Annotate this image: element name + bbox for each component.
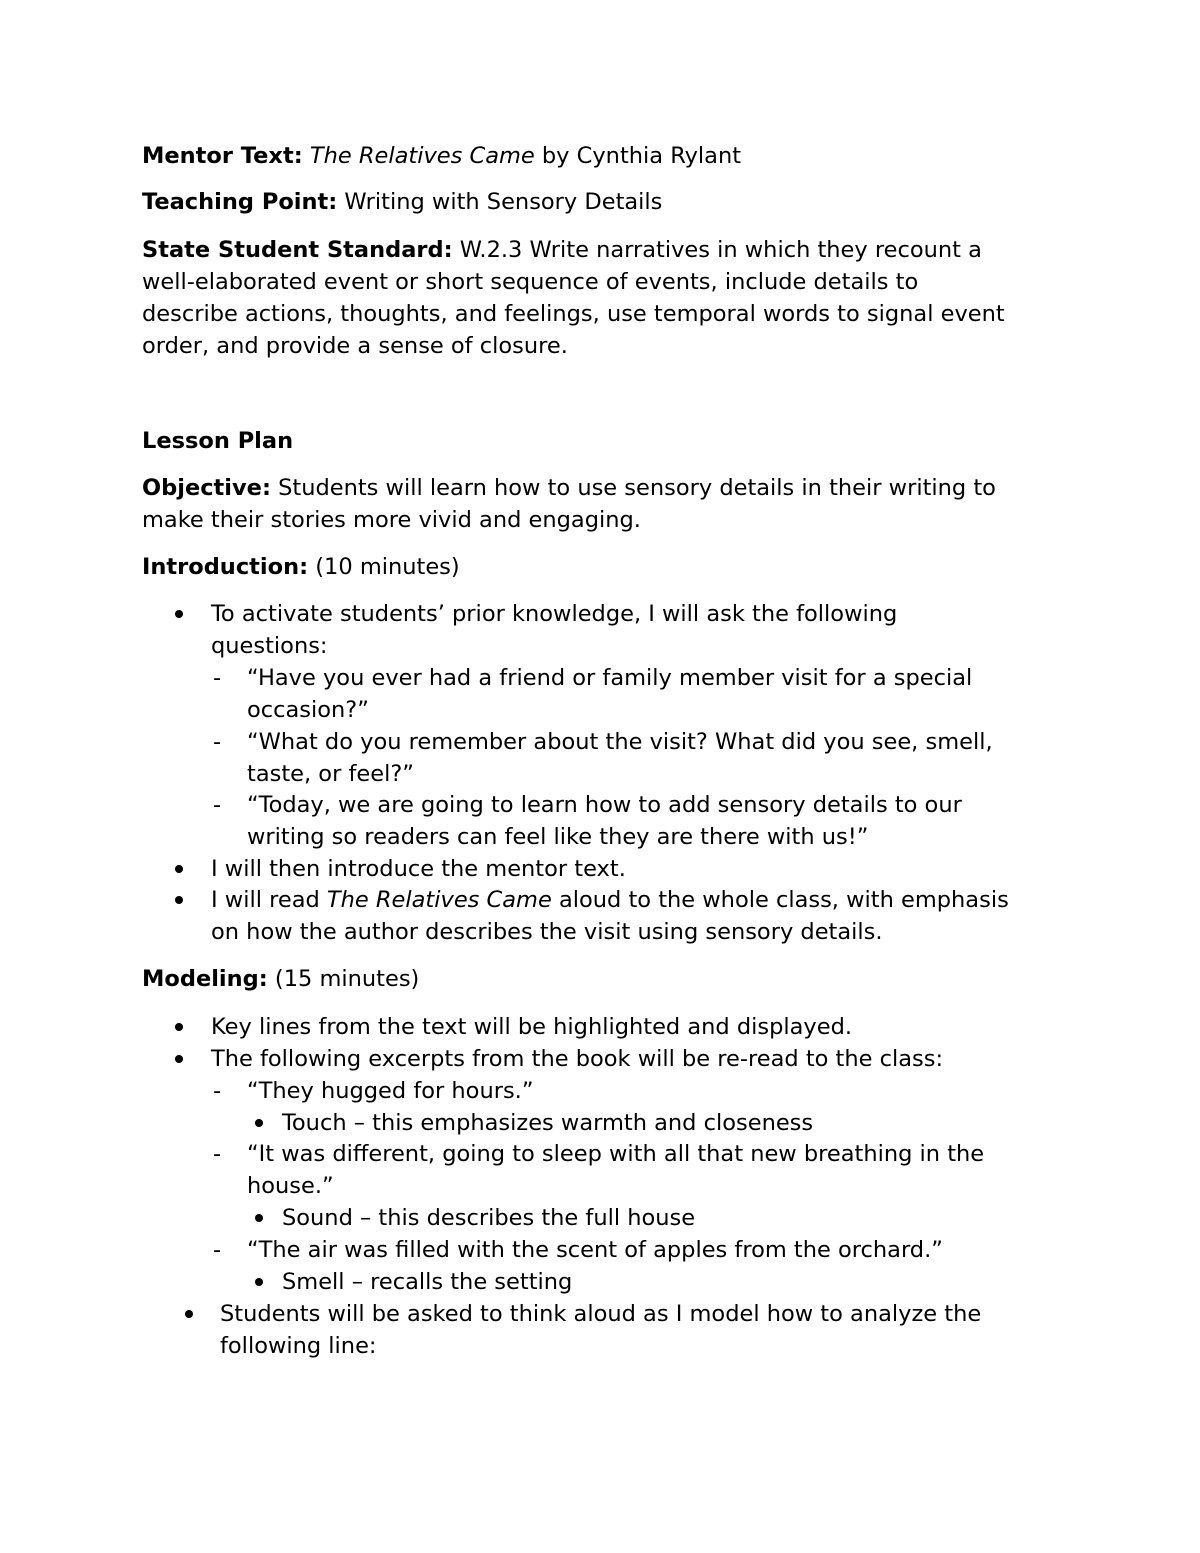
modeling-bullet-3-line-2: following line: — [220, 1333, 377, 1359]
modeling-label: Modeling: — [142, 966, 268, 992]
excerpt-1-note: Touch – this emphasizes warmth and closeness — [282, 1110, 814, 1136]
excerpt-2-note: Sound – this describes the full house — [282, 1205, 696, 1231]
intro-bullet-1-line-1: To activate students’ prior knowledge, I will ask the following — [211, 601, 898, 627]
lesson-plan-heading: Lesson Plan — [142, 428, 294, 454]
standard-line-1 — [142, 234, 982, 266]
objective-label: Objective: — [142, 475, 271, 501]
excerpt-3-note: Smell – recalls the setting — [282, 1269, 573, 1295]
bullet-icon — [185, 1310, 193, 1318]
intro-bullet-3-line-1 — [211, 884, 1009, 916]
dash-icon: - — [213, 1141, 222, 1167]
standard-line-2: well-elaborated event or short sequence of events, include details to — [142, 269, 919, 295]
intro-question-3-line-2: writing so readers can feel like they are there with us!” — [247, 824, 869, 850]
dash-icon: - — [213, 729, 222, 755]
modeling-bullet-3-line-1: Students will be asked to think aloud as I model how to analyze the — [220, 1301, 982, 1327]
intro-bullet-2: I will then introduce the mentor text. — [211, 856, 626, 882]
intro-bullet-3-pre: I will read — [211, 887, 327, 913]
bullet-icon — [175, 896, 183, 904]
intro-bullet-1-line-2: questions: — [211, 633, 328, 659]
teaching-point-value: Writing with Sensory Details — [337, 189, 663, 215]
intro-question-1-line-2: occasion?” — [247, 697, 369, 723]
bullet-icon — [255, 1214, 263, 1222]
intro-bullet-3-line-2: on how the author describes the visit using sensory details. — [211, 919, 883, 945]
intro-question-2-line-2: taste, or feel?” — [247, 761, 414, 787]
excerpt-3: “The air was filled with the scent of apples from the orchard.” — [247, 1237, 943, 1263]
bullet-icon — [175, 610, 183, 618]
bullet-icon — [175, 1055, 183, 1063]
standard-text-1: W.2.3 Write narratives in which they recount a — [452, 237, 982, 263]
mentor-text-line — [142, 140, 741, 172]
excerpt-1: “They hugged for hours.” — [247, 1078, 534, 1104]
bullet-icon — [255, 1278, 263, 1286]
teaching-point-line — [142, 186, 662, 218]
objective-line-1 — [142, 472, 996, 504]
bullet-icon — [255, 1119, 263, 1127]
standard-line-3: describe actions, thoughts, and feelings, use temporal words to signal event — [142, 301, 1005, 327]
standard-label: State Student Standard: — [142, 237, 453, 263]
modeling-bullet-2: The following excerpts from the book will be re-read to the class: — [211, 1046, 944, 1072]
dash-icon: - — [213, 792, 222, 818]
modeling-heading — [142, 963, 419, 995]
bullet-icon — [175, 1023, 183, 1031]
introduction-heading — [142, 551, 460, 583]
excerpt-2-line-2: house.” — [247, 1173, 334, 1199]
dash-icon: - — [213, 665, 222, 691]
intro-question-2-line-1: “What do you remember about the visit? What did you see, smell, — [247, 729, 993, 755]
bullet-icon — [175, 865, 183, 873]
modeling-bullet-1: Key lines from the text will be highlighted and displayed. — [211, 1014, 853, 1040]
mentor-text-label: Mentor Text: — [142, 143, 303, 169]
excerpt-2-line-1: “It was different, going to sleep with all that new breathing in the — [247, 1141, 985, 1167]
mentor-text-title: The Relatives Came — [309, 143, 535, 169]
intro-bullet-3-title: The Relatives Came — [326, 887, 552, 913]
intro-question-3-line-1: “Today, we are going to learn how to add sensory details to our — [247, 792, 962, 818]
intro-bullet-3-post: aloud to the whole class, with emphasis — [551, 887, 1009, 913]
standard-line-4: order, and provide a sense of closure. — [142, 333, 568, 359]
mentor-text-author: by Cynthia Rylant — [534, 143, 742, 169]
dash-icon: - — [213, 1237, 222, 1263]
dash-icon: - — [213, 1078, 222, 1104]
introduction-time: (10 minutes) — [308, 554, 460, 580]
introduction-label: Introduction: — [142, 554, 309, 580]
objective-text-1: Students will learn how to use sensory details in their writing to — [270, 475, 996, 501]
teaching-point-label: Teaching Point: — [142, 189, 338, 215]
intro-question-1-line-1: “Have you ever had a friend or family member visit for a special — [247, 665, 973, 691]
objective-line-2: make their stories more vivid and engaging. — [142, 507, 641, 533]
modeling-time: (15 minutes) — [267, 966, 420, 992]
